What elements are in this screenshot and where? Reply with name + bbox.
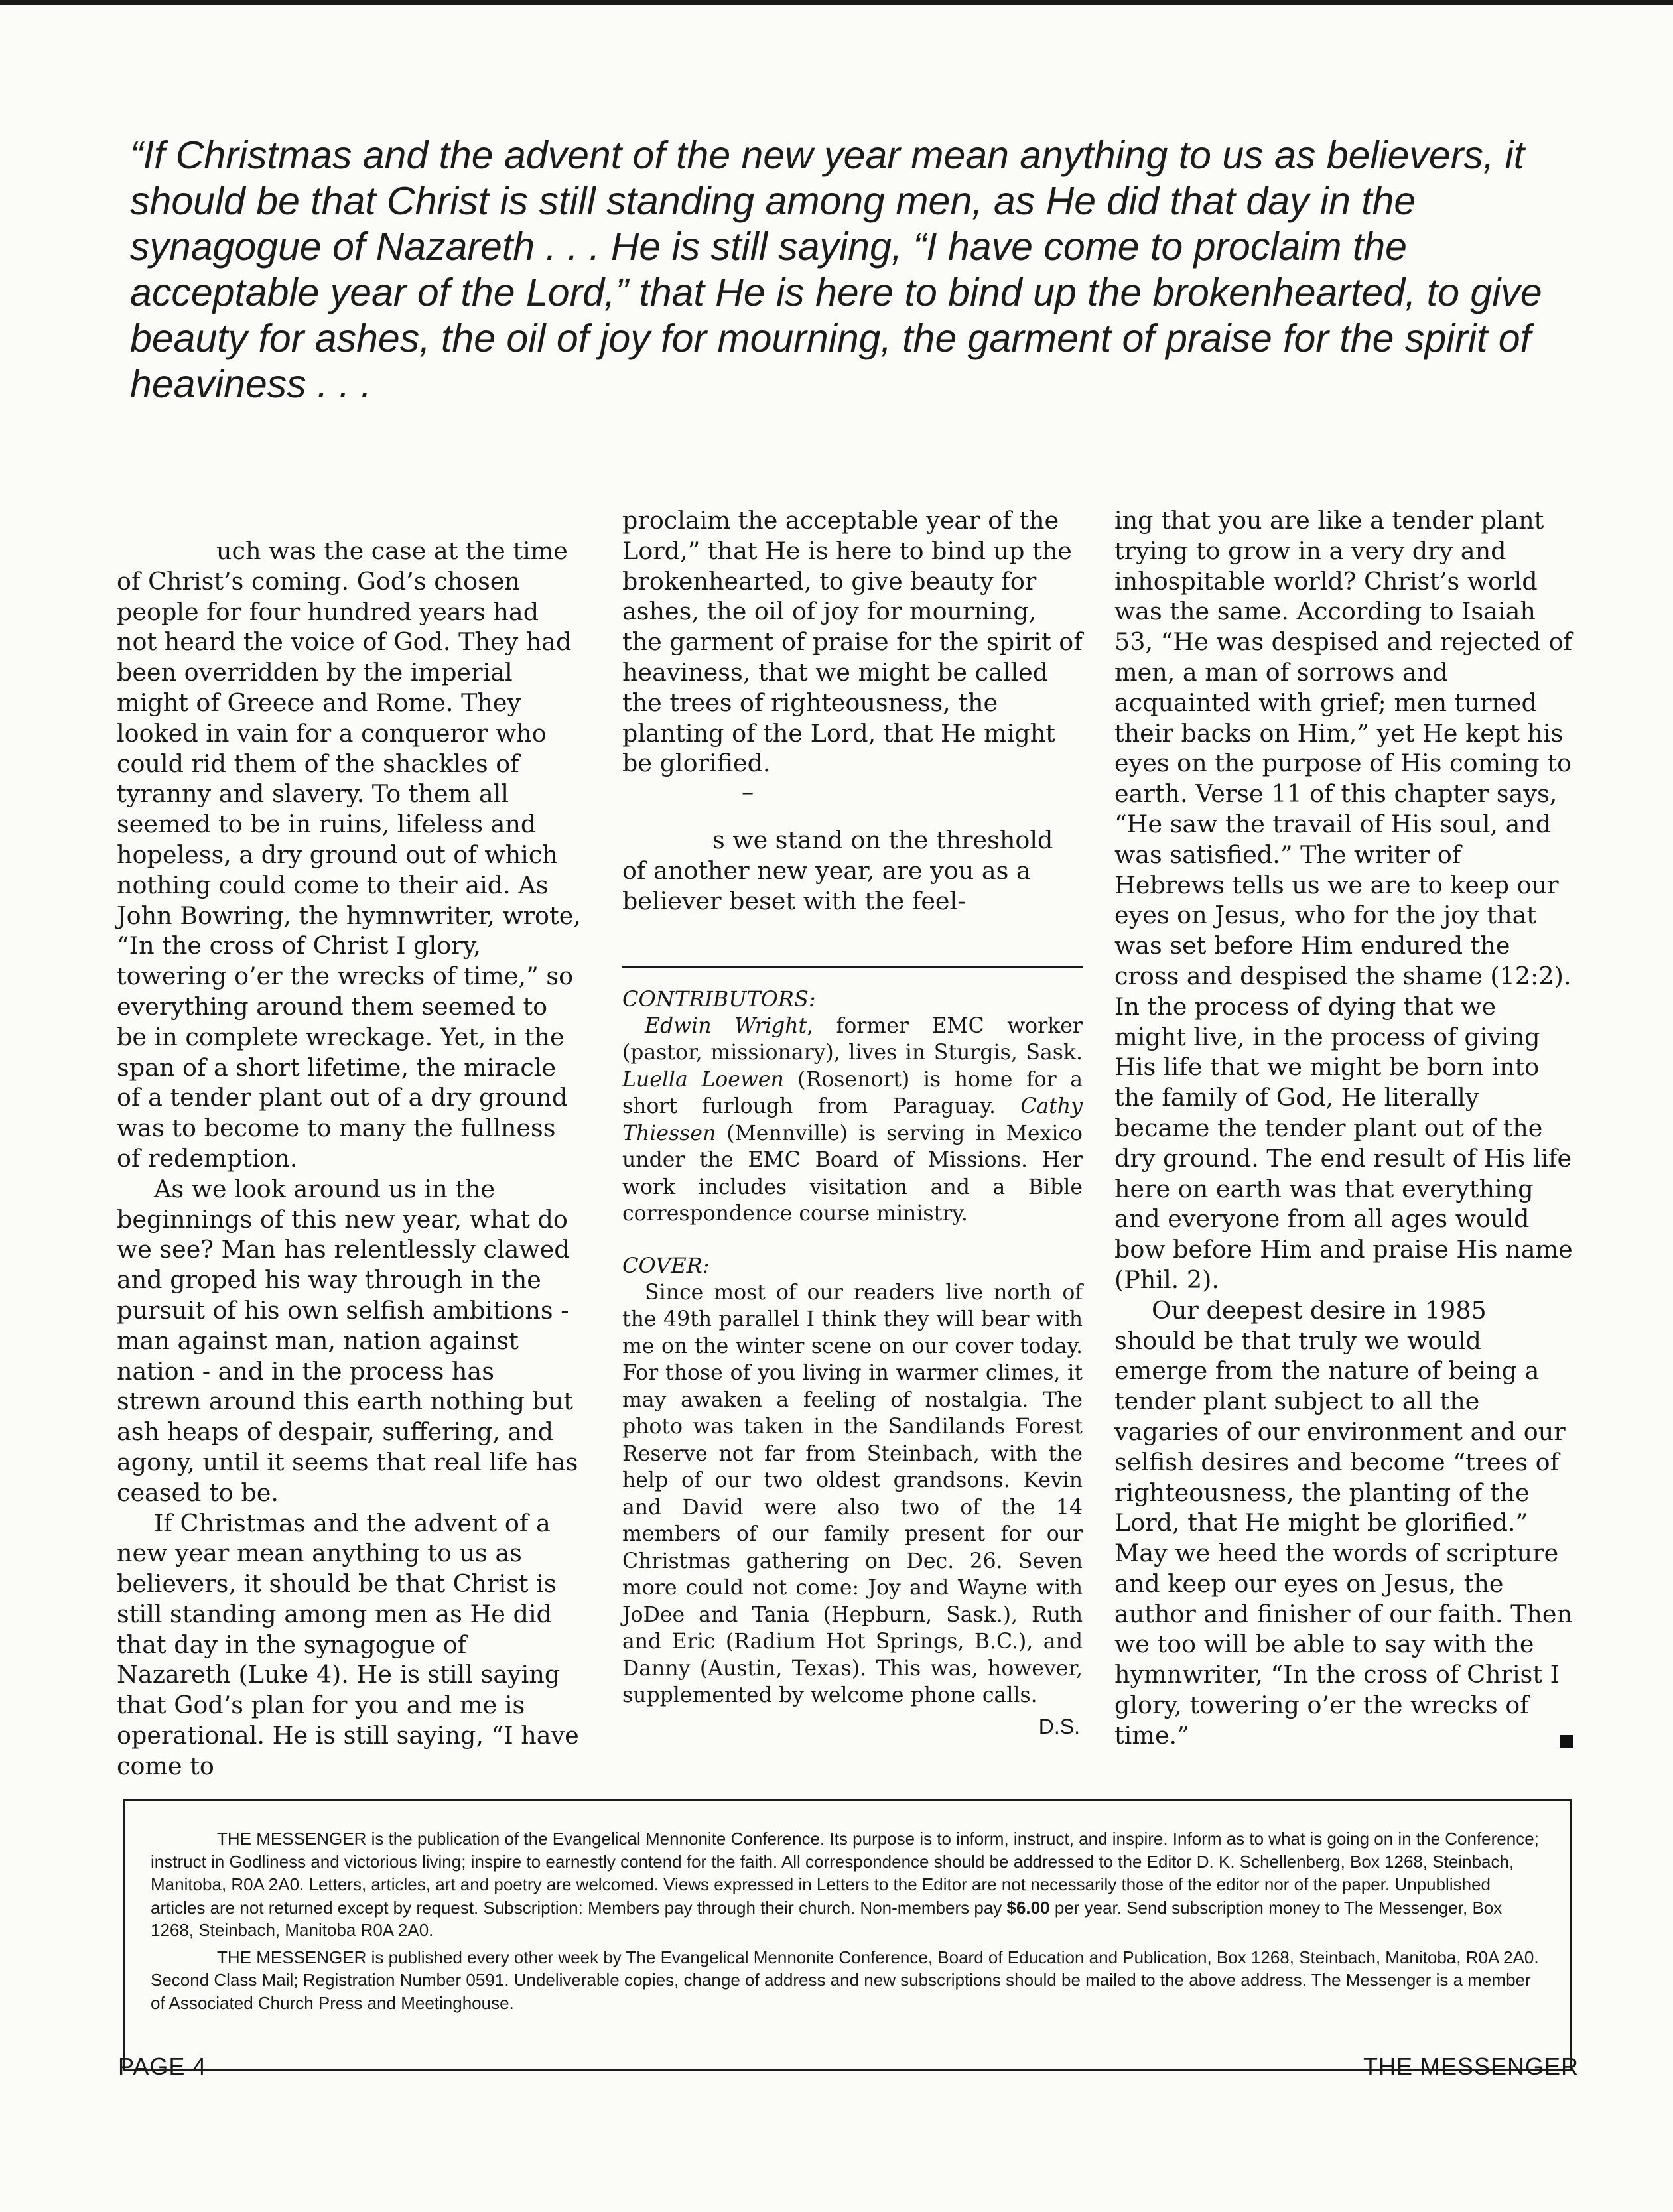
column-divider-rule: [622, 966, 1083, 968]
publication-name: THE MESSENGER: [1363, 2053, 1579, 2080]
article-paragraph-6: Our deepest desire in 1985 should be that truly we would emerge from the nature of being a tender plant subject to all the vagaries of our environment and our selfish desires and become “trees of righteousness, the planting of the Lord, that He might be glorified.” May we heed the words of scripture and keep our eyes on Jesus, the author and finisher of our faith. Then we too will be able to say with the hymnwriter, “In the cross of Christ I glory, towering o’er the wrecks of time.”: [1114, 1295, 1573, 1750]
article-paragraph-2: As we look around us in the beginnings of this new year, what do we see? Man has relentlessly clawed and groped his way through in the pursuit of his own selfish ambitions - man against man, nation against nation - and in the process has strewn around this earth nothing but ash heaps of despair, suffering, and agony, until it seems that real life has ceased to be.: [117, 1174, 578, 1507]
article-paragraph-5-cont: ing that you are like a tender plant trying to grow in a very dry and inhospitable world? Christ’s world was the same. According to Isaiah 53, “He was despised and rejected of men, a man of sorrows and acquainted with grief; men turned their backs on Him,” yet He kept his eyes on the purpose of His coming to earth. Verse 11 of this chapter says, “He saw the travail of His soul, and was satisfied.” The writer of Hebrews tells us we are to keep our eyes on Jesus, who for the joy that was set before Him endured the cross and despised the shame (12:2). In the process of dying that we might live, in the process of giving His life that we might be born into the family of God, He literally became the tender plant out of the dry ground. The end result of His life here on earth was that everything and everyone from all ages would bow before Him and praise His name (Phil. 2).: [1114, 506, 1573, 1294]
cover-heading: COVER:: [622, 1252, 710, 1278]
cover-text: Since most of our readers live north of the 49th parallel I think they will bear with me on the winter scene on our cover today. For those of you living in warmer climes, it may awaken a feeling of nostalgia. The photo was taken in the Sandilands Forest Reserve not far from Steinbach, with the help of our two oldest grandsons. Kevin and David were also two of the 14 members of our family present for our Christmas gathering on Dec. 26. Seven more could not come: Joy and Wayne with JoDee and Tania (Hepburn, Sask.), Ruth and Eric (Radium Hot Springs, B.C.), and Danny (Austin, Texas). This was, however, supplemented by welcome phone calls.: [622, 1280, 1083, 1708]
top-border: [0, 0, 1673, 5]
article-column-3: [1114, 506, 1573, 1751]
editor-signature: D.S.: [1038, 1714, 1080, 1738]
masthead-paragraph-2: THE MESSENGER is published every other week by The Evangelical Mennonite Conference, Board of Education and Publication, Box 1268, Steinbach, Manitoba, R0A 2A0. Second Class Mail; Registration Number 0591. Undeliverable copies, change of address and new subscriptions should be mailed to the above address. The Messenger is a member of Associated Church Press and Meetinghouse.: [151, 1947, 1539, 2013]
article-paragraph-5-start: s we stand on the threshold of another new year, are you as a believer beset with the feel-: [622, 826, 1053, 915]
contributors-text: Edwin Wright, former EMC worker (pastor, missionary), lives in Sturgis, Sask. Luella Loewen (Rosenort) is home for a short furlough from Paraguay. Cathy Thiessen (Mennville) is serving in Mexico under the EMC Board of Missions. Her work includes visitation and a Bible correspondence course ministry.: [622, 1013, 1083, 1226]
masthead-paragraph-1: THE MESSENGER is the publication of the Evangelical Mennonite Conference. Its purpose is to inform, instruct, and inspire. Inform as to what is going on in the Conference; instruct in Godliness and victorious living; inspire to earnestly contend for the faith. All correspondence should be addressed to the Editor D. K. Schellenberg, Box 1268, Steinbach, Manitoba, R0A 2A0. Letters, articles, art and poetry are welcomed. Views expressed in Letters to the Editor are not necessarily those of the editor nor of the paper. Unpublished articles are not returned except by request. Subscription: Members pay through their church. Non-members pay $6.00 per year. Send subscription money to The Messenger, Box 1268, Steinbach, Manitoba R0A 2A0.: [151, 1829, 1539, 1940]
article-column-2: [622, 506, 1083, 1742]
article-paragraph-3: If Christmas and the advent of a new year mean anything to us as believers, it should be that Christ is still standing among men as He did that day in the synagogue of Nazareth (Luke 4). He is still saying that God’s plan for you and me is operational. He is still saying, “I have come to: [117, 1508, 579, 1780]
masthead-box: [123, 1799, 1572, 2071]
article-paragraph-4: proclaim the acceptable year of the Lord,” that He is here to bind up the brokenhearted, to give beauty for ashes, the oil of joy for mourning, the garment of praise for the spirit of heaviness, that we might be called the trees of righteousness, the planting of the Lord, that He might be glorified.: [622, 506, 1083, 778]
end-of-article-mark: [1560, 1735, 1573, 1748]
section-break-ornament: –: [742, 777, 754, 807]
page-number: PAGE 4: [118, 2053, 207, 2080]
article-paragraph-1: uch was the case at the time of Christ’s coming. God’s chosen people for four hundred years had not heard the voice of God. They had been overridden by the imperial might of Greece and Rome. They looked in vain for a conqueror who could rid them of the shackles of tyranny and slavery. To them all seemed to be in ruins, lifeless and hopeless, a dry ground out of which nothing could come to their aid. As John Bowring, the hymnwriter, wrote, “In the cross of Christ I glory, towering o’er the wrecks of time,” so everything around them seemed to be in complete wreckage. Yet, in the span of a short lifetime, the miracle of a tender plant out of a dry ground was to become to many the fullness of redemption.: [117, 537, 581, 1173]
article-column-1: [117, 536, 581, 1782]
pull-quote: “If Christmas and the advent of the new year mean anything to us as believers, it should be that Christ is still standing among men, as He did that day in the synagogue of Nazareth . . . He is still saying, “I have come to proclaim the acceptable year of the Lord,” that He is here to bind up the brokenhearted, to give beauty for ashes, the oil of joy for mourning, the garment of praise for the spirit of heaviness . . .: [130, 133, 1542, 406]
contributors-heading: CONTRIBUTORS:: [622, 986, 816, 1011]
